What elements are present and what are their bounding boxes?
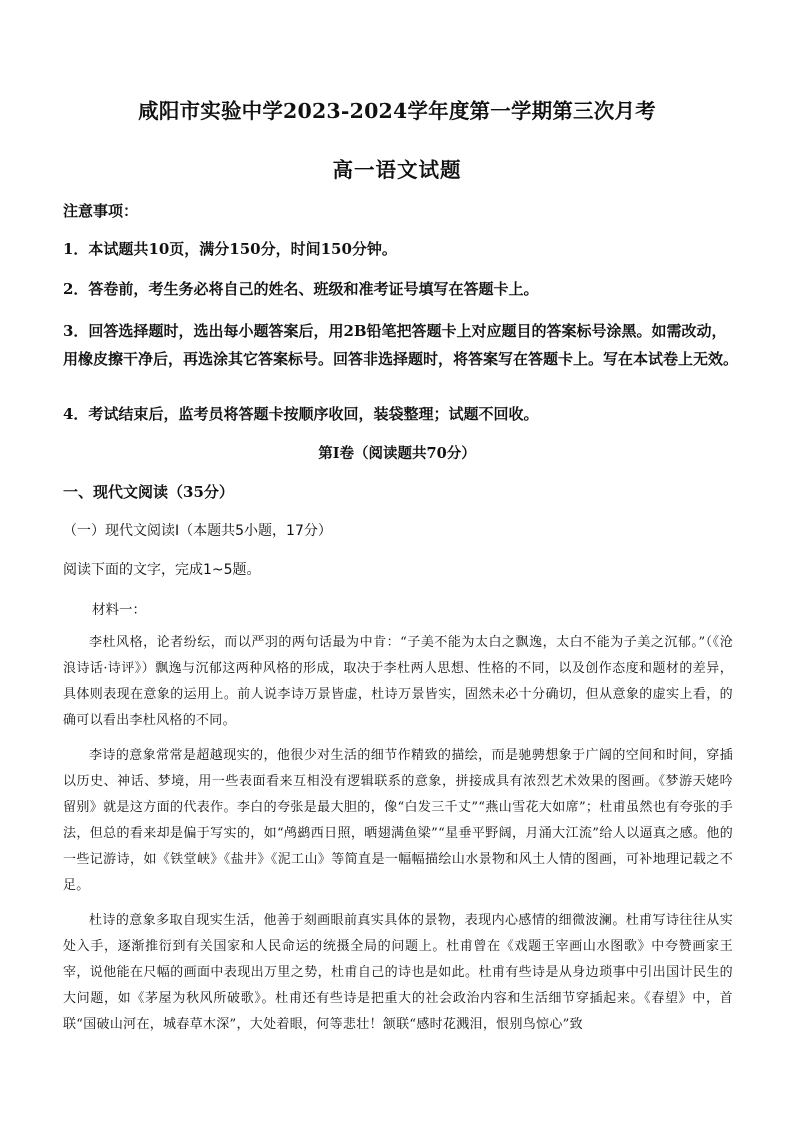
subpart-heading: （一）现代文阅读I（本题共5小题，17分）	[63, 523, 332, 539]
paragraph-3: 杜诗的意象多取自现实生活，他善于刻画眼前真实具体的景物，表现内心感情的细微波澜。杜甫写诗往往从实处入手，逐渐推衍到有关国家和人民命运的统摄全局的问题上。杜甫曾在《戏题王宰画山水图歌》中夸赞画家王宰，说他能在尺幅的画面中表现出万里之势，杜甫自己的诗也是如此。杜甫有些诗是从身边琐事中引出国计民生的大问题，如《茅屋为秋风所破歌》。杜甫还有些诗是把重大的社会政治内容和生活细节穿插起来。《春望》中，首联“国破山河在，城春草木深”，大处着眼，何等悲壮！颔联“感时花溅泪，恨别鸟惊心”致	[63, 913, 733, 1032]
notice-item-3: 3．回答选择题时，选出每小题答案后，用2B铅笔把答题卡上对应题目的答案标号涂黑。如需改动，用橡皮擦干净后，再选涂其它答案标号。回答非选择题时，将答案写在答题卡上。写在本试卷上无效。	[63, 322, 739, 368]
paragraph-1: 李杜风格，论者纷纭，而以严羽的两句话最为中肯：“子美不能为太白之飘逸，太白不能为子美之沉郁。”（《沧浪诗话·诗评》）飘逸与沉郁这两种风格的形成，取决于李杜两人思想、性格的不同，以及创作态度和题材的差异，具体则表现在意象的运用上。前人说李诗万景皆虚，杜诗万景皆实，固然未必十分确切，但从意象的虚实上看，的确可以看出李杜风格的不同。	[63, 635, 733, 728]
exam-subtitle: 高一语文试题	[332, 158, 462, 182]
material-label: 材料一：	[92, 602, 146, 618]
section-title: 第I卷（阅读题共70分）	[318, 445, 476, 462]
notice-item-1: 1．本试题共10页，满分150分，时间150分钟。	[63, 240, 397, 258]
paragraph-2: 李诗的意象常常是超越现实的，他很少对生活的细节作精致的描绘，而是驰骋想象于广阔的空间和时间，穿插以历史、神话、梦境，用一些表面看来互相没有逻辑联系的意象，拼接成具有浓烈艺术效果的图画。《梦游天姥吟留别》就是这方面的代表作。李白的夸张是最大胆的，像“白发三千丈”“燕山雪花大如席”；杜甫虽然也有夸张的手法，但总的看来却是偏于写实的，如“鸬鹚西日照，晒翅满鱼梁”“星垂平野阔，月涌大江流”给人以逼真之感。他的一些记游诗，如《铁堂峡》《盐井》《泥工山》等简直是一幅幅描绘山水景物和风土人情的图画，可补地理记载之不足。	[63, 748, 733, 893]
notice-item-4: 4．考试结束后，监考员将答题卡按顺序收回，装袋整理；试题不回收。	[63, 405, 539, 423]
reading-instruction: 阅读下面的文字，完成1~5题。	[63, 562, 261, 578]
part-heading: 一、现代文阅读（35分）	[63, 483, 234, 501]
notice-heading: 注意事项：	[63, 202, 139, 220]
notice-item-2: 2．答卷前，考生务必将自己的姓名、班级和准考证号填写在答题卡上。	[63, 280, 539, 298]
exam-title: 咸阳市实验中学2023-2024学年度第一学期第三次月考	[138, 99, 656, 123]
